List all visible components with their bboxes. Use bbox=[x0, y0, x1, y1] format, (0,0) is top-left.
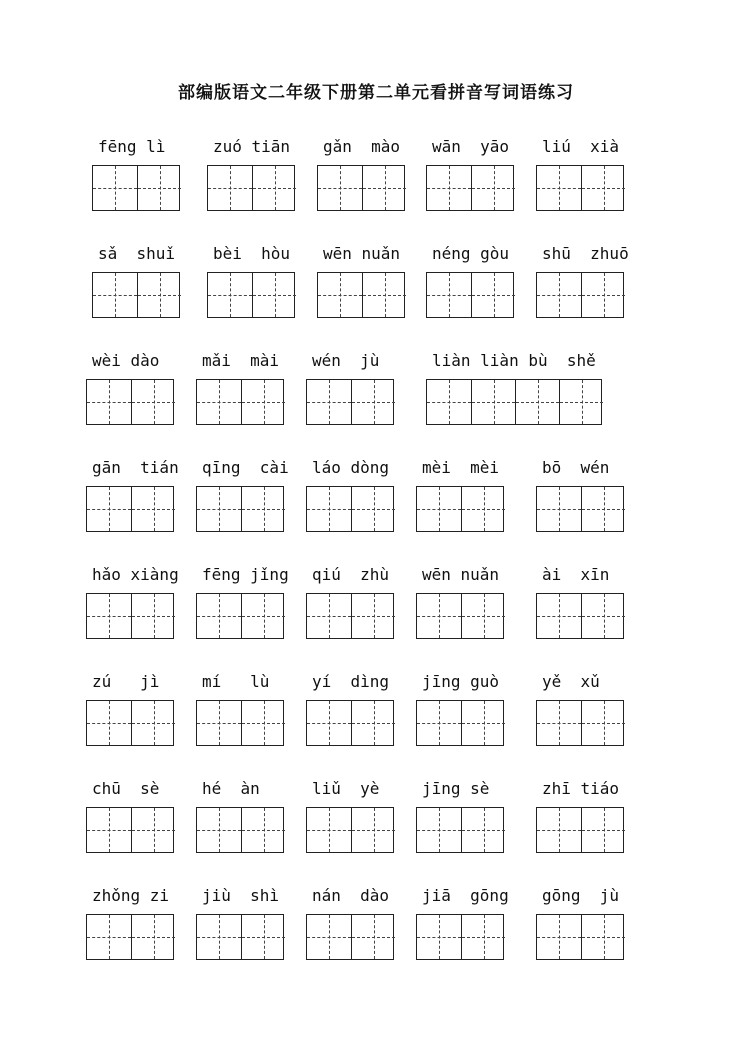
tianzige-grid bbox=[536, 807, 624, 853]
character-cell[interactable] bbox=[241, 594, 285, 638]
guide-line-vertical bbox=[385, 273, 386, 317]
tianzige-grid bbox=[86, 593, 174, 639]
pinyin-label: jiā gōng bbox=[422, 886, 509, 905]
pinyin-label: zhī tiáo bbox=[542, 779, 620, 798]
tianzige-grid bbox=[86, 807, 174, 853]
guide-line-vertical bbox=[340, 273, 341, 317]
guide-line-vertical bbox=[604, 487, 605, 531]
tianzige-grid bbox=[536, 700, 624, 746]
pinyin-label: gǎn mào bbox=[323, 137, 401, 156]
character-cell[interactable] bbox=[131, 380, 175, 424]
character-cell[interactable] bbox=[537, 808, 581, 852]
guide-line-vertical bbox=[109, 701, 110, 745]
tianzige-grid bbox=[416, 807, 504, 853]
character-cell[interactable] bbox=[197, 808, 241, 852]
tianzige-grid bbox=[86, 700, 174, 746]
guide-line-vertical bbox=[604, 273, 605, 317]
guide-line-vertical bbox=[604, 701, 605, 745]
character-cell[interactable] bbox=[318, 273, 362, 317]
pinyin-label: hé àn bbox=[202, 779, 260, 798]
pinyin-label: sǎ shuǐ bbox=[98, 244, 176, 263]
guide-line-vertical bbox=[538, 380, 539, 424]
pinyin-label: wèi dào bbox=[92, 351, 160, 370]
character-cell[interactable] bbox=[241, 487, 285, 531]
guide-line-vertical bbox=[154, 487, 155, 531]
guide-line-vertical bbox=[439, 808, 440, 852]
guide-line-vertical bbox=[329, 594, 330, 638]
character-cell[interactable] bbox=[87, 594, 131, 638]
character-cell[interactable] bbox=[351, 380, 395, 424]
tianzige-grid bbox=[86, 914, 174, 960]
guide-line-vertical bbox=[484, 701, 485, 745]
guide-line-vertical bbox=[264, 594, 265, 638]
character-cell[interactable] bbox=[461, 701, 505, 745]
guide-line-vertical bbox=[604, 915, 605, 959]
pinyin-label: yě xǔ bbox=[542, 672, 600, 691]
guide-line-vertical bbox=[582, 380, 583, 424]
guide-line-vertical bbox=[160, 273, 161, 317]
tianzige-grid bbox=[306, 486, 394, 532]
character-cell[interactable] bbox=[537, 915, 581, 959]
character-cell[interactable] bbox=[93, 273, 137, 317]
pinyin-label: qīng cài bbox=[202, 458, 289, 477]
character-cell[interactable] bbox=[427, 273, 471, 317]
page-title: 部编版语文二年级下册第二单元看拼音写词语练习 bbox=[178, 83, 574, 103]
guide-line-vertical bbox=[109, 808, 110, 852]
character-cell[interactable] bbox=[581, 701, 625, 745]
tianzige-grid bbox=[426, 379, 602, 425]
pinyin-label: bō wén bbox=[542, 458, 610, 477]
character-cell[interactable] bbox=[318, 166, 362, 210]
guide-line-vertical bbox=[109, 594, 110, 638]
character-cell[interactable] bbox=[351, 594, 395, 638]
guide-line-vertical bbox=[109, 380, 110, 424]
tianzige-grid bbox=[196, 593, 284, 639]
tianzige-grid bbox=[306, 914, 394, 960]
pinyin-label: néng gòu bbox=[432, 244, 510, 263]
character-cell[interactable] bbox=[417, 701, 461, 745]
tianzige-grid bbox=[416, 593, 504, 639]
tianzige-grid bbox=[196, 700, 284, 746]
character-cell[interactable] bbox=[307, 594, 351, 638]
character-cell[interactable] bbox=[131, 701, 175, 745]
guide-line-vertical bbox=[559, 594, 560, 638]
guide-line-vertical bbox=[264, 808, 265, 852]
guide-line-vertical bbox=[219, 701, 220, 745]
character-cell[interactable] bbox=[461, 915, 505, 959]
tianzige-grid bbox=[416, 914, 504, 960]
pinyin-label: gān tián bbox=[92, 458, 179, 477]
character-cell[interactable] bbox=[208, 273, 252, 317]
guide-line-vertical bbox=[275, 273, 276, 317]
guide-line-vertical bbox=[559, 915, 560, 959]
character-cell[interactable] bbox=[241, 701, 285, 745]
character-cell[interactable] bbox=[461, 594, 505, 638]
guide-line-vertical bbox=[109, 915, 110, 959]
character-cell[interactable] bbox=[137, 273, 181, 317]
character-cell[interactable] bbox=[351, 701, 395, 745]
guide-line-vertical bbox=[374, 487, 375, 531]
guide-line-vertical bbox=[449, 166, 450, 210]
character-cell[interactable] bbox=[131, 808, 175, 852]
character-cell[interactable] bbox=[362, 166, 406, 210]
character-cell[interactable] bbox=[417, 915, 461, 959]
guide-line-vertical bbox=[449, 273, 450, 317]
guide-line-vertical bbox=[219, 808, 220, 852]
character-cell[interactable] bbox=[537, 594, 581, 638]
pinyin-label: zhǒng zi bbox=[92, 886, 170, 905]
guide-line-vertical bbox=[559, 701, 560, 745]
pinyin-label: jiù shì bbox=[202, 886, 280, 905]
pinyin-label: wén jù bbox=[312, 351, 380, 370]
guide-line-vertical bbox=[329, 701, 330, 745]
character-cell[interactable] bbox=[581, 808, 625, 852]
pinyin-label: mí lù bbox=[202, 672, 270, 691]
tianzige-grid bbox=[536, 272, 624, 318]
tianzige-grid bbox=[536, 914, 624, 960]
character-cell[interactable] bbox=[581, 487, 625, 531]
character-cell[interactable] bbox=[137, 166, 181, 210]
guide-line-vertical bbox=[154, 594, 155, 638]
guide-line-vertical bbox=[219, 380, 220, 424]
guide-line-vertical bbox=[374, 380, 375, 424]
guide-line-vertical bbox=[154, 915, 155, 959]
character-cell[interactable] bbox=[461, 487, 505, 531]
guide-line-vertical bbox=[264, 487, 265, 531]
guide-line-vertical bbox=[230, 166, 231, 210]
character-cell[interactable] bbox=[197, 594, 241, 638]
character-cell[interactable] bbox=[208, 166, 252, 210]
character-cell[interactable] bbox=[417, 594, 461, 638]
tianzige-grid bbox=[306, 379, 394, 425]
tianzige-grid bbox=[86, 379, 174, 425]
pinyin-label: ài xīn bbox=[542, 565, 610, 584]
pinyin-label: chū sè bbox=[92, 779, 160, 798]
character-cell[interactable] bbox=[471, 273, 515, 317]
character-cell[interactable] bbox=[537, 701, 581, 745]
character-cell[interactable] bbox=[351, 808, 395, 852]
pinyin-label: jīng sè bbox=[422, 779, 490, 798]
pinyin-label: gōng jù bbox=[542, 886, 620, 905]
pinyin-label: shū zhuō bbox=[542, 244, 629, 263]
guide-line-vertical bbox=[329, 808, 330, 852]
pinyin-label: láo dòng bbox=[312, 458, 390, 477]
character-cell[interactable] bbox=[362, 273, 406, 317]
character-cell[interactable] bbox=[351, 915, 395, 959]
character-cell[interactable] bbox=[87, 915, 131, 959]
guide-line-vertical bbox=[329, 487, 330, 531]
pinyin-label: zuó tiān bbox=[213, 137, 291, 156]
guide-line-vertical bbox=[264, 380, 265, 424]
pinyin-label: yí dìng bbox=[312, 672, 390, 691]
guide-line-vertical bbox=[340, 166, 341, 210]
guide-line-vertical bbox=[439, 594, 440, 638]
guide-line-vertical bbox=[160, 166, 161, 210]
tianzige-grid bbox=[317, 272, 405, 318]
guide-line-vertical bbox=[374, 808, 375, 852]
guide-line-vertical bbox=[109, 487, 110, 531]
character-cell[interactable] bbox=[581, 915, 625, 959]
pinyin-label: bèi hòu bbox=[213, 244, 291, 263]
guide-line-vertical bbox=[329, 915, 330, 959]
guide-line-vertical bbox=[154, 808, 155, 852]
guide-line-vertical bbox=[154, 701, 155, 745]
tianzige-grid bbox=[536, 165, 624, 211]
pinyin-label: liú xià bbox=[542, 137, 620, 156]
pinyin-label: qiú zhù bbox=[312, 565, 390, 584]
character-cell[interactable] bbox=[307, 808, 351, 852]
guide-line-vertical bbox=[449, 380, 450, 424]
character-cell[interactable] bbox=[581, 273, 625, 317]
guide-line-vertical bbox=[219, 915, 220, 959]
guide-line-vertical bbox=[559, 166, 560, 210]
guide-line-vertical bbox=[230, 273, 231, 317]
pinyin-label: wēn nuǎn bbox=[323, 244, 401, 263]
character-cell[interactable] bbox=[131, 594, 175, 638]
character-cell[interactable] bbox=[427, 380, 471, 424]
character-cell[interactable] bbox=[581, 166, 625, 210]
pinyin-label: mǎi mài bbox=[202, 351, 280, 370]
tianzige-grid bbox=[196, 914, 284, 960]
tianzige-grid bbox=[196, 486, 284, 532]
character-cell[interactable] bbox=[537, 166, 581, 210]
tianzige-grid bbox=[426, 165, 514, 211]
guide-line-vertical bbox=[219, 487, 220, 531]
guide-line-vertical bbox=[494, 166, 495, 210]
tianzige-grid bbox=[536, 486, 624, 532]
character-cell[interactable] bbox=[461, 808, 505, 852]
pinyin-label: nán dào bbox=[312, 886, 390, 905]
character-cell[interactable] bbox=[87, 487, 131, 531]
character-cell[interactable] bbox=[581, 594, 625, 638]
character-cell[interactable] bbox=[417, 487, 461, 531]
tianzige-grid bbox=[426, 272, 514, 318]
tianzige-grid bbox=[416, 486, 504, 532]
character-cell[interactable] bbox=[537, 487, 581, 531]
guide-line-vertical bbox=[484, 915, 485, 959]
character-cell[interactable] bbox=[427, 166, 471, 210]
tianzige-grid bbox=[196, 807, 284, 853]
character-cell[interactable] bbox=[197, 915, 241, 959]
tianzige-grid bbox=[306, 700, 394, 746]
character-cell[interactable] bbox=[197, 380, 241, 424]
guide-line-vertical bbox=[264, 915, 265, 959]
tianzige-grid bbox=[207, 272, 295, 318]
pinyin-label: fēng lì bbox=[98, 137, 166, 156]
pinyin-label: wān yāo bbox=[432, 137, 510, 156]
tianzige-grid bbox=[207, 165, 295, 211]
character-cell[interactable] bbox=[515, 380, 559, 424]
pinyin-label: zú jì bbox=[92, 672, 160, 691]
guide-line-vertical bbox=[439, 487, 440, 531]
guide-line-vertical bbox=[374, 915, 375, 959]
guide-line-vertical bbox=[559, 273, 560, 317]
guide-line-vertical bbox=[264, 701, 265, 745]
character-cell[interactable] bbox=[87, 701, 131, 745]
character-cell[interactable] bbox=[307, 701, 351, 745]
pinyin-label: jīng guò bbox=[422, 672, 500, 691]
character-cell[interactable] bbox=[252, 273, 296, 317]
character-cell[interactable] bbox=[307, 915, 351, 959]
character-cell[interactable] bbox=[241, 380, 285, 424]
character-cell[interactable] bbox=[307, 487, 351, 531]
guide-line-vertical bbox=[439, 915, 440, 959]
tianzige-grid bbox=[86, 486, 174, 532]
pinyin-label: hǎo xiàng bbox=[92, 565, 179, 584]
guide-line-vertical bbox=[494, 273, 495, 317]
character-cell[interactable] bbox=[87, 808, 131, 852]
guide-line-vertical bbox=[329, 380, 330, 424]
character-cell[interactable] bbox=[252, 166, 296, 210]
character-cell[interactable] bbox=[241, 808, 285, 852]
pinyin-label: fēng jǐng bbox=[202, 565, 289, 584]
character-cell[interactable] bbox=[537, 273, 581, 317]
guide-line-vertical bbox=[374, 594, 375, 638]
pinyin-label: wēn nuǎn bbox=[422, 565, 500, 584]
character-cell[interactable] bbox=[559, 380, 603, 424]
guide-line-vertical bbox=[604, 166, 605, 210]
character-cell[interactable] bbox=[131, 487, 175, 531]
pinyin-label: liàn liàn bù shě bbox=[432, 351, 596, 370]
tianzige-grid bbox=[92, 272, 180, 318]
character-cell[interactable] bbox=[351, 487, 395, 531]
guide-line-vertical bbox=[604, 808, 605, 852]
character-cell[interactable] bbox=[131, 915, 175, 959]
character-cell[interactable] bbox=[197, 701, 241, 745]
guide-line-vertical bbox=[559, 808, 560, 852]
tianzige-grid bbox=[92, 165, 180, 211]
character-cell[interactable] bbox=[93, 166, 137, 210]
guide-line-vertical bbox=[484, 808, 485, 852]
pinyin-label: mèi mèi bbox=[422, 458, 500, 477]
guide-line-vertical bbox=[385, 166, 386, 210]
guide-line-vertical bbox=[559, 487, 560, 531]
character-cell[interactable] bbox=[471, 380, 515, 424]
guide-line-vertical bbox=[604, 594, 605, 638]
guide-line-vertical bbox=[154, 380, 155, 424]
tianzige-grid bbox=[306, 593, 394, 639]
character-cell[interactable] bbox=[471, 166, 515, 210]
tianzige-grid bbox=[317, 165, 405, 211]
guide-line-vertical bbox=[275, 166, 276, 210]
character-cell[interactable] bbox=[417, 808, 461, 852]
guide-line-vertical bbox=[439, 701, 440, 745]
character-cell[interactable] bbox=[87, 380, 131, 424]
guide-line-vertical bbox=[484, 594, 485, 638]
guide-line-vertical bbox=[219, 594, 220, 638]
tianzige-grid bbox=[536, 593, 624, 639]
tianzige-grid bbox=[416, 700, 504, 746]
tianzige-grid bbox=[196, 379, 284, 425]
pinyin-label: liǔ yè bbox=[312, 779, 380, 798]
character-cell[interactable] bbox=[197, 487, 241, 531]
guide-line-vertical bbox=[115, 273, 116, 317]
guide-line-vertical bbox=[374, 701, 375, 745]
guide-line-vertical bbox=[494, 380, 495, 424]
character-cell[interactable] bbox=[241, 915, 285, 959]
guide-line-vertical bbox=[115, 166, 116, 210]
tianzige-grid bbox=[306, 807, 394, 853]
character-cell[interactable] bbox=[307, 380, 351, 424]
guide-line-vertical bbox=[484, 487, 485, 531]
